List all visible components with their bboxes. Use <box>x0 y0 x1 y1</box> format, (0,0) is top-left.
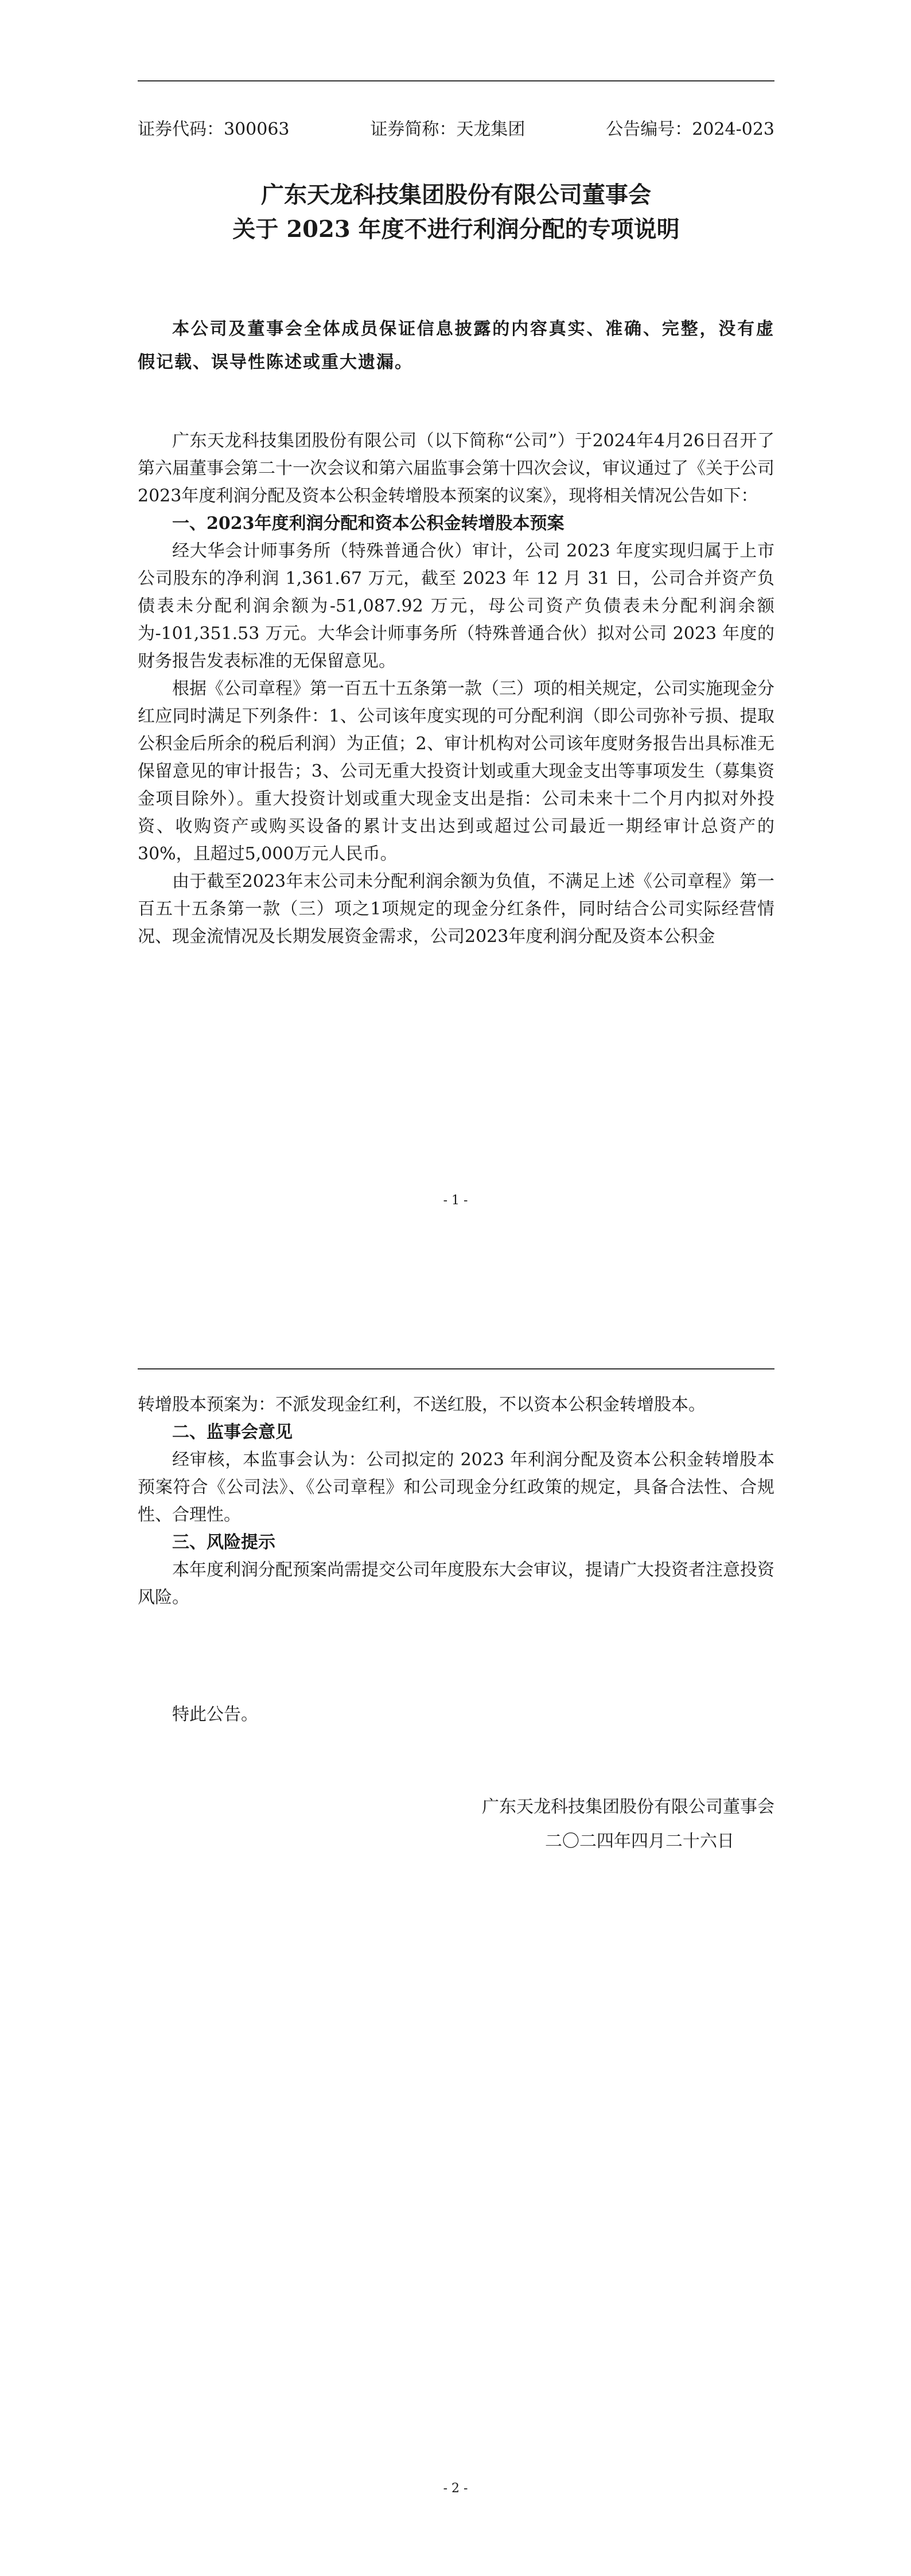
page-2 <box>0 1288 911 2576</box>
section-1-paragraph-3: 由于截至2023年末公司未分配利润余额为负值，不满足上述《公司章程》第一百五十五条第一款（三）项之1项规定的现金分红条件，同时结合公司实际经营情况、现金流情况及长期发展资金需求，公司2023年度利润分配及资本公积金 <box>138 871 774 947</box>
section-1-heading: 一、2023年度利润分配和资本公积金转增股本预案 <box>172 513 564 534</box>
document-title <box>138 178 774 247</box>
title-line-2: 关于 2023 年度不进行利润分配的专项说明 <box>232 216 680 243</box>
closing-block <box>138 1701 774 1729</box>
section-1-paragraph-2: 根据《公司章程》第一百五十五条第一款（三）项的相关规定，公司实施现金分红应同时满足下列条件：1、公司该年度实现的可分配利润（即公司弥补亏损、提取公积金后所余的税后利润）为正值；2、审计机构对公司该年度财务报告出具标准无保留意见的审计报告；3、公司无重大投资计划或重大现金支出等事项发生（募集资金项目除外）。重大投资计划或重大现金支出是指：公司未来十二个月内拟对外投资、收购资产或购买设备的累计支出达到或超过公司最近一期经审计总资产的30%，且超过5,000万元人民币。 <box>138 679 774 864</box>
section-3-heading: 三、风险提示 <box>172 1532 275 1552</box>
document-header <box>138 115 774 140</box>
section-1-paragraph-3-continued: 转增股本预案为：不派发现金红利，不送红股，不以资本公积金转增股本。 <box>138 1395 706 1415</box>
page2-body <box>138 1391 774 1612</box>
intro-paragraph: 广东天龙科技集团股份有限公司（以下简称“公司”）于2024年4月26日召开了第六届董事会第二十一次会议和第六届监事会第十四次会议，审议通过了《关于公司2023年度利润分配及资本公积金转增股本预案的议案》，现将相关情况公告如下： <box>138 431 774 506</box>
section-3-paragraph-1: 本年度利润分配预案尚需提交公司年度股东大会审议，提请广大投资者注意投资风险。 <box>138 1560 774 1608</box>
header-rule <box>138 80 774 81</box>
page-number-1: - 1 - <box>443 1193 468 1208</box>
page1-body <box>138 427 774 951</box>
title-line-1: 广东天龙科技集团股份有限公司董事会 <box>261 181 651 208</box>
notice-number: 公告编号：2024-023 <box>606 119 774 139</box>
signature-date: 二〇二四年四月二十六日 <box>545 1831 734 1851</box>
page-number-2: - 2 - <box>443 2481 468 2496</box>
section-2-paragraph-1: 经审核，本监事会认为：公司拟定的 2023 年利润分配及资本公积金转增股本预案符合《公司法》、《公司章程》和公司现金分红政策的规定，具备合法性、合规性、合理性。 <box>138 1450 774 1525</box>
header-rule <box>138 1368 774 1369</box>
section-2-heading: 二、监事会意见 <box>172 1422 293 1442</box>
security-code: 证券代码：300063 <box>138 119 290 139</box>
disclosure-notice <box>138 313 774 379</box>
notice-text: 本公司及董事会全体成员保证信息披露的内容真实、准确、完整，没有虚假记载、误导性陈述或重大遗漏。 <box>138 319 774 372</box>
closing-text: 特此公告。 <box>172 1705 258 1725</box>
signature-org: 广东天龙科技集团股份有限公司董事会 <box>482 1797 774 1817</box>
security-short-name: 证券简称：天龙集团 <box>370 119 525 139</box>
section-1-paragraph-1: 经大华会计师事务所（特殊普通合伙）审计，公司 2023 年度实现归属于上市公司股东的净利润 1,361.67 万元，截至 2023 年 12 月 31 日，公司合并资产负债表未分配利润余额为-51,087.92 万元，母公司资产负债表未分配利润余额为-101,351.53 万元。大华会计师事务所（特殊普通合伙）拟对公司 2023 年度的财务报告发表标准的无保留意见。 <box>138 541 774 671</box>
signature-block <box>482 1790 774 1859</box>
